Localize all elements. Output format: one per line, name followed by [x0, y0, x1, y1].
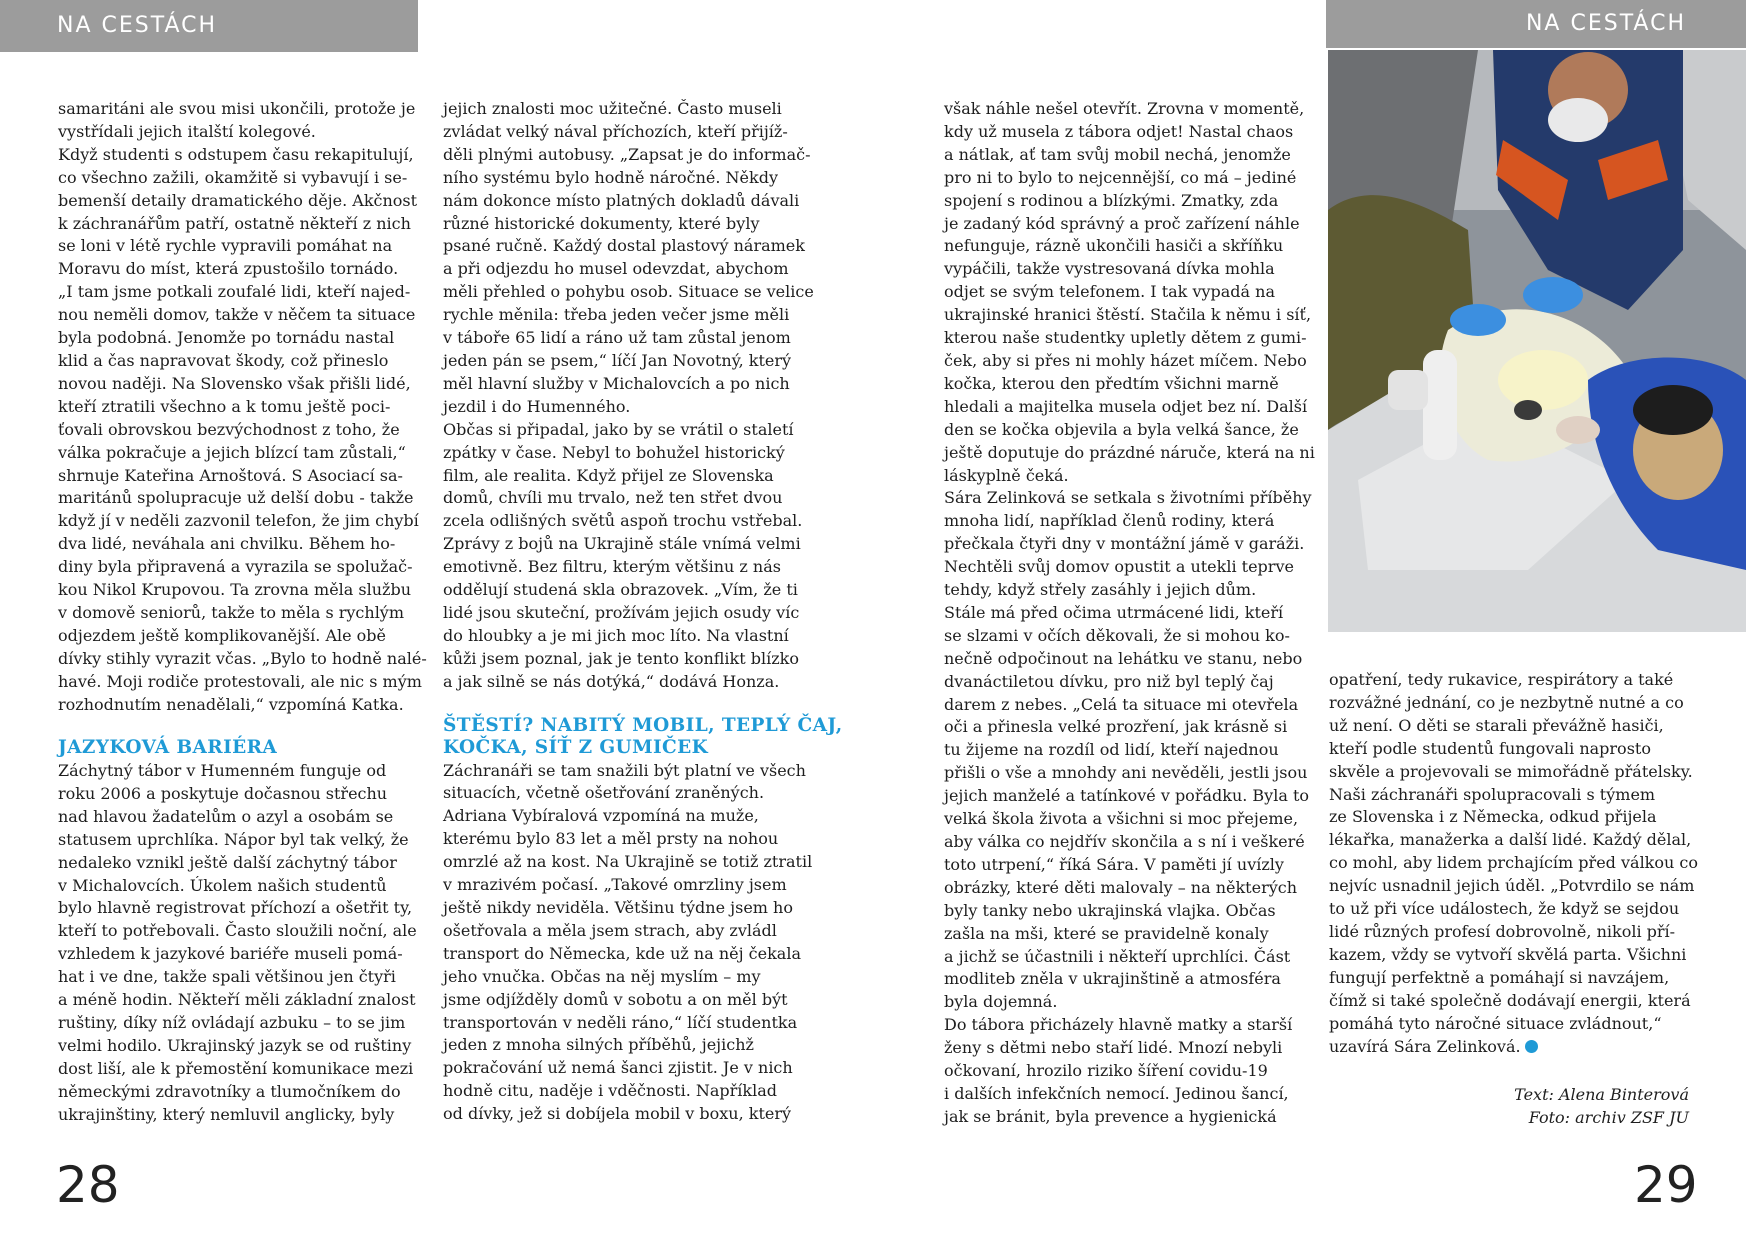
- text-line: ukrajinštiny, který nemluvil anglicky, byly: [58, 1104, 395, 1124]
- text-line: darem z nebes. „Celá ta situace mi otevřela: [944, 694, 1299, 714]
- text-line: jeden z mnoha silných příběhů, jejichž: [443, 1035, 754, 1055]
- text-line: měl hlavní služby v Michalovcích a po nich: [443, 373, 790, 393]
- text-line: nedaleko vznikl ještě další záchytný tábor: [58, 852, 397, 872]
- text-line: novou naději. Na Slovensko však přišli lidé,: [58, 373, 411, 393]
- text-line: fungují perfektně a pomáhají si navzájem,: [1329, 967, 1670, 987]
- text-line: oči a přinesla velké prozření, jak krásně si: [944, 717, 1288, 737]
- text-line: kteří to potřebovali. Často sloužili noční, ale: [58, 921, 417, 941]
- text-line: odjezdem ještě komplikovanější. Ale obě: [58, 625, 387, 645]
- text-line: byla dojemná.: [944, 992, 1058, 1012]
- text-line: byla podobná. Jenomže po tornádu nastal: [58, 328, 395, 348]
- text-line: ukrajinské hranici štěstí. Stačila k němu i síť,: [944, 305, 1312, 325]
- text-line: bylo hlavně registrovat příchozí a ošetřit ty,: [58, 898, 413, 918]
- text-line: rozhodnutím nenadělali,“ vzpomíná Katka.: [58, 694, 404, 714]
- text-line: i dalších infekčních nemocí. Jedinou šancí,: [944, 1083, 1289, 1103]
- text-line: v domově seniorů, takže to měla s rychlým: [58, 602, 405, 622]
- text-line: ze Slovenska i z Německa, odkud přijela: [1329, 807, 1657, 827]
- text-line: se loni v létě rychle vypravili pomáhat na: [58, 236, 393, 256]
- text-line: hat i ve dne, takže spali většinou jen čtyři: [58, 967, 396, 987]
- column-4-body: [1329, 669, 1698, 1036]
- text-line: hodně citu, naděje i vděčnosti. Například: [443, 1081, 778, 1101]
- page-number-right: 29: [1634, 1156, 1698, 1214]
- text-line: láskyplně čeká.: [944, 465, 1069, 485]
- text-line: ního systému bylo hodně náročné. Někdy: [443, 167, 778, 187]
- column-1-body-a: [58, 98, 427, 716]
- text-line: nad hlavou žadatelům o azyl a osobám se: [58, 806, 394, 826]
- text-line: statusem uprchlíka. Nápor byl tak velký, že: [58, 829, 409, 849]
- text-line: zcela odlišných světů aspoň trochu vstřebal.: [443, 511, 803, 531]
- text-line: vzhledem k jazykové bariéře museli pomá-: [58, 944, 403, 964]
- text-line: „I tam jsme potkali zoufalé lidi, kteří najed-: [58, 282, 411, 302]
- closing-text: uzavírá Sára Zelinková.: [1329, 1036, 1521, 1056]
- text-line: jeho vnučka. Občas na něj myslím – my: [443, 966, 761, 986]
- text-line: jejich znalosti moc užitečné. Často museli: [443, 99, 782, 118]
- text-line: hledali a majitelka musela odjet bez ní. Další: [944, 396, 1308, 416]
- text-line: kou Nikol Krupovou. Ta zrovna měla službu: [58, 580, 412, 600]
- text-line: pro ni to bylo to nejcennější, co má – jediné: [944, 167, 1297, 187]
- text-line: kočka, kterou den předtím všichni marně: [944, 373, 1279, 393]
- text-line: dvanáctiletou dívku, pro niž byl teplý čaj: [944, 671, 1274, 691]
- section-header-left: NA CESTÁCH: [0, 0, 418, 52]
- text-line: jak se bránit, byla prevence a hygienická: [944, 1106, 1277, 1126]
- text-line: ťovali obrovskou bezvýchodnost z toho, že: [58, 419, 400, 439]
- text-line: zašla na mši, které se pravidelně konaly: [944, 923, 1269, 943]
- column-2-body-a: [443, 98, 814, 694]
- article-column-1: [58, 98, 427, 1126]
- text-line: velmi hodilo. Ukrajinský jazyk se od ruštiny: [58, 1035, 412, 1055]
- text-line: se slzami v očích děkovali, že si mohou ko-: [944, 625, 1290, 645]
- text-line: nám dokonce místo platných dokladů dávali: [443, 190, 800, 210]
- subheading-happiness-line-2: KOČKA, SÍŤ Z GUMIČEK: [443, 737, 709, 759]
- column-2-body-b: [443, 760, 813, 1127]
- text-line: ruštiny, díky níž ovládají azbuku – to se jim: [58, 1012, 406, 1032]
- text-line: dívky stihly vyrazit včas. „Bylo to hodně nalé-: [58, 648, 427, 668]
- text-line: v Michalovcích. Úkolem našich studentů: [58, 875, 387, 895]
- text-line: různé historické dokumenty, které byly: [443, 213, 760, 233]
- column-1-body-b: [58, 760, 418, 1127]
- text-line: lidé jsou skuteční, prožívám jejich osudy víc: [443, 602, 800, 622]
- text-line: opatření, tedy rukavice, respirátory a také: [1329, 670, 1674, 689]
- text-line: Nechtěli svůj domov opustit a utekli teprve: [944, 557, 1294, 577]
- text-line: bemenší detaily dramatického děje. Akčnost: [58, 190, 418, 210]
- text-line: kterou naše studentky upletly dětem z gumi-: [944, 328, 1307, 348]
- text-line: a nátlak, ať tam svůj mobil nechá, jenomže: [944, 144, 1291, 164]
- text-line: nečně odpočinout na lehátku ve stanu, nebo: [944, 648, 1303, 668]
- text-line: od dívky, jež si dobíjela mobil v boxu, který: [443, 1104, 792, 1124]
- closing-line: [1329, 1036, 1689, 1059]
- text-line: a při odjezdu ho musel odevzdat, abychom: [443, 259, 789, 279]
- text-line: a jak silně se nás dotýká,“ dodává Honza.: [443, 671, 780, 691]
- text-line: ještě doputuje do prázdné náruče, která na ni: [944, 442, 1315, 462]
- text-line: Adriana Vybíralová vzpomíná na muže,: [443, 806, 759, 826]
- text-line: vystřídali jejich italští kolegové.: [58, 121, 316, 141]
- text-line: transport do Německa, kde už na něj čekala: [443, 943, 801, 963]
- text-line: očkovaní, hrozilo riziko šíření covidu-19: [944, 1061, 1268, 1081]
- text-line: to už při více událostech, že když se sejdou: [1329, 899, 1680, 919]
- subheading-happiness-line-1: ŠTĚSTÍ? NABITÝ MOBIL, TEPLÝ ČAJ,: [443, 714, 843, 736]
- article-column-4: [1329, 669, 1698, 1058]
- text-line: lékařka, manažerka a další lidé. Každý dělal,: [1329, 830, 1692, 850]
- text-line: film, ale realita. Když přijel ze Slovenska: [443, 465, 774, 485]
- text-line: tu žijeme na rozdíl od lidí, kteří najednou: [944, 740, 1279, 760]
- text-line: Když studenti s odstupem času rekapitulují,: [58, 144, 414, 164]
- text-line: jsme odjížděly domů v sobotu a on měl být: [443, 989, 788, 1009]
- text-line: havé. Moji rodiče protestovali, ale nic s mým: [58, 671, 422, 691]
- text-line: emotivně. Bez filtru, kterým většinu z nás: [443, 557, 781, 577]
- text-line: kteří ztratili všechno a k tomu ještě poci-: [58, 396, 391, 416]
- text-line: jejich manželé a tatínkové v pořádku. Byla to: [944, 786, 1310, 806]
- text-line: v táboře 65 lidí a ráno už tam zůstal jenom: [443, 328, 791, 348]
- text-line: už není. O děti se starali převážně hasiči,: [1329, 715, 1664, 735]
- text-line: mnoha lidí, například členů rodiny, která: [944, 511, 1275, 531]
- text-line: Občas si připadal, jako by se vrátil o staletí: [443, 419, 794, 439]
- article-column-3: [944, 98, 1315, 1129]
- text-line: k záchranářům patří, ostatně někteří z nich: [58, 213, 411, 233]
- text-line: roku 2006 a poskytuje dočasnou střechu: [58, 783, 388, 803]
- text-line: Stále má před očima utrmácené lidi, kteří: [944, 602, 1284, 622]
- text-line: psané ručně. Každý dostal plastový náramek: [443, 236, 805, 256]
- text-line: kůži jsem poznal, jak je tento konflikt blízko: [443, 648, 799, 668]
- text-line: rozvážné jednání, co je nezbytně nutné a co: [1329, 692, 1684, 712]
- text-line: kteří podle studentů fungovali naprosto: [1329, 738, 1651, 758]
- text-line: modliteb zněla v ukrajinštině a atmosféra: [944, 969, 1281, 989]
- text-credit: Text: Alena Binterová: [1514, 1085, 1689, 1104]
- text-line: skvěle a projevovali se mimořádně přátelsky.: [1329, 761, 1693, 781]
- text-line: kdy už musela z tábora odjet! Nastal chaos: [944, 121, 1294, 141]
- text-line: dost liší, ale k přemostění komunikace mezi: [58, 1058, 414, 1078]
- end-mark-icon: [1525, 1040, 1538, 1053]
- text-line: ještě nikdy neviděla. Většinu týdne jsem ho: [443, 898, 793, 917]
- text-line: transportován v neděli ráno,“ líčí studentka: [443, 1012, 798, 1032]
- text-line: tehdy, když střely zasáhly i jejich dům.: [944, 580, 1257, 600]
- text-line: co všechno zažili, okamžitě si vybavují i se-: [58, 167, 408, 187]
- page-number-left: 28: [56, 1156, 120, 1214]
- text-line: jeden pán se psem,“ líčí Jan Novotný, který: [443, 350, 792, 370]
- text-line: v mrazivém počasí. „Takové omrzliny jsem: [443, 875, 787, 895]
- text-line: kazem, vždy se vytvoří skvělá parta. Všichni: [1329, 944, 1687, 964]
- text-line: omrzlé až na kost. Na Ukrajině se totiž ztratil: [443, 852, 813, 872]
- text-line: spojení s rodinou a blízkými. Zmatky, zda: [944, 190, 1279, 210]
- text-line: zvládat velký nával příchozích, kteří přijíž-: [443, 121, 788, 141]
- text-line: Moravu do míst, která zpustošilo tornádo.: [58, 259, 399, 279]
- text-line: oddělují studená skla obrazovek. „Vím, že ti: [443, 580, 798, 600]
- text-line: vypáčili, takže vystresovaná dívka mohla: [944, 259, 1275, 279]
- text-line: Zprávy z bojů na Ukrajině stále vnímá velmi: [443, 534, 801, 554]
- text-line: a méně hodin. Někteří měli základní znalost: [58, 990, 416, 1010]
- text-line: toto utrpení,“ říká Sára. V paměti jí uvízly: [944, 854, 1284, 874]
- text-line: den se kočka objevila a byla velká šance, že: [944, 419, 1299, 439]
- text-line: diny byla připravená a vyrazila se spolužač-: [58, 557, 413, 577]
- text-line: a jichž se účastnili i někteří uprchlíci. Část: [944, 946, 1291, 966]
- text-line: odjet se svým telefonem. I tak vypadá na: [944, 282, 1276, 302]
- text-line: nejvíc usnadnil jejich úděl. „Potvrdilo se nám: [1329, 876, 1695, 896]
- text-line: pomáhá tyto náročné situace zvládnout,“: [1329, 1013, 1662, 1033]
- text-line: klid a čas napravovat škody, což přineslo: [58, 350, 389, 370]
- text-line: ošetřovala a měla jsem strach, aby zvládl: [443, 920, 777, 940]
- credits: [1329, 1083, 1689, 1129]
- text-line: nou neměli domov, takže v něčem ta situace: [58, 305, 416, 325]
- text-line: přečkala čtyři dny v montážní jámě v garáži.: [944, 534, 1305, 554]
- text-line: shrnuje Kateřina Arnoštová. S Asociací sa-: [58, 465, 403, 485]
- text-line: jezdil i do Humenného.: [443, 396, 631, 416]
- text-line: ček, aby si přes ni mohly házet míčem. Nebo: [944, 350, 1307, 370]
- text-line: pokračování už nemá šanci zjistit. Je v nich: [443, 1058, 793, 1078]
- rescue-photo: [1328, 50, 1746, 632]
- text-line: Záchranáři se tam snažili být platní ve všech: [443, 760, 806, 780]
- text-line: válka pokračuje a jejich blízcí tam zůstali,“: [58, 442, 406, 462]
- text-line: je zadaný kód správný a proč zařízení náhle: [944, 213, 1300, 233]
- text-line: nefunguje, rázně ukončili hasiči a skříňku: [944, 236, 1284, 256]
- text-line: Záchytný tábor v Humenném funguje od: [58, 760, 387, 780]
- text-line: zpátky v čase. Nebyl to bohužel historický: [443, 442, 785, 462]
- text-line: Do tábora přicházely hlavně matky a starší: [944, 1015, 1293, 1035]
- text-line: děli plnými autobusy. „Zapsat je do informač-: [443, 144, 811, 164]
- photo-credit: Foto: archiv ZSF JU: [1528, 1108, 1689, 1127]
- text-line: však náhle nešel otevřít. Zrovna v momentě,: [944, 99, 1305, 118]
- rescue-photo-illustration: [1328, 50, 1746, 632]
- text-line: rychle měnila: třeba jeden večer jsme měli: [443, 305, 790, 325]
- text-line: obrázky, které děti malovaly – na některých: [944, 877, 1298, 897]
- text-line: domů, chvíli mu trvalo, než ten střet dvou: [443, 488, 783, 508]
- text-line: měli přehled o pohybu osob. Situace se velice: [443, 282, 814, 302]
- text-line: velká škola života a všichni si moc přejeme,: [944, 809, 1299, 829]
- article-column-2: [443, 98, 843, 1126]
- text-line: dva lidé, neváhala ani chvilku. Během ho-: [58, 534, 396, 554]
- text-line: když jí v neděli zazvonil telefon, že jim chybí: [58, 511, 419, 531]
- text-line: lidé různých profesí dobrovolně, nikoli pří-: [1329, 921, 1676, 941]
- subheading-language-barrier: JAZYKOVÁ BARIÉRA: [58, 737, 278, 759]
- section-header-right: NA CESTÁCH: [1326, 0, 1746, 48]
- text-line: kterému bylo 83 let a měl prsty na nohou: [443, 829, 779, 849]
- text-line: maritánů spolupracuje už delší dobu - takže: [58, 488, 414, 508]
- text-line: německými zdravotníky a tlumočníkem do: [58, 1081, 401, 1101]
- text-line: čímž si také společně dodávají energii, která: [1329, 990, 1691, 1010]
- text-line: byly tanky nebo ukrajinská vlajka. Občas: [944, 900, 1276, 920]
- text-line: samaritáni ale svou misi ukončili, protože je: [58, 99, 416, 118]
- text-line: situacích, včetně ošetřování zraněných.: [443, 783, 765, 803]
- text-line: aby válka co nejdřív skončila a s ní i veškeré: [944, 832, 1305, 851]
- text-line: Sára Zelinková se setkala s životními příběhy: [944, 488, 1312, 508]
- text-line: přišli o vše a mnohdy ani nevěděli, jestli jsou: [944, 763, 1308, 783]
- text-line: do hloubky a je mi jich moc líto. Na vlastní: [443, 625, 789, 645]
- text-line: ženy s dětmi nebo staří lidé. Mnozí nebyli: [944, 1038, 1283, 1058]
- text-line: Naši záchranáři spolupracovali s týmem: [1329, 784, 1656, 804]
- column-3-body: [944, 98, 1315, 1129]
- text-line: co mohl, aby lidem prchajícím před válkou co: [1329, 853, 1698, 873]
